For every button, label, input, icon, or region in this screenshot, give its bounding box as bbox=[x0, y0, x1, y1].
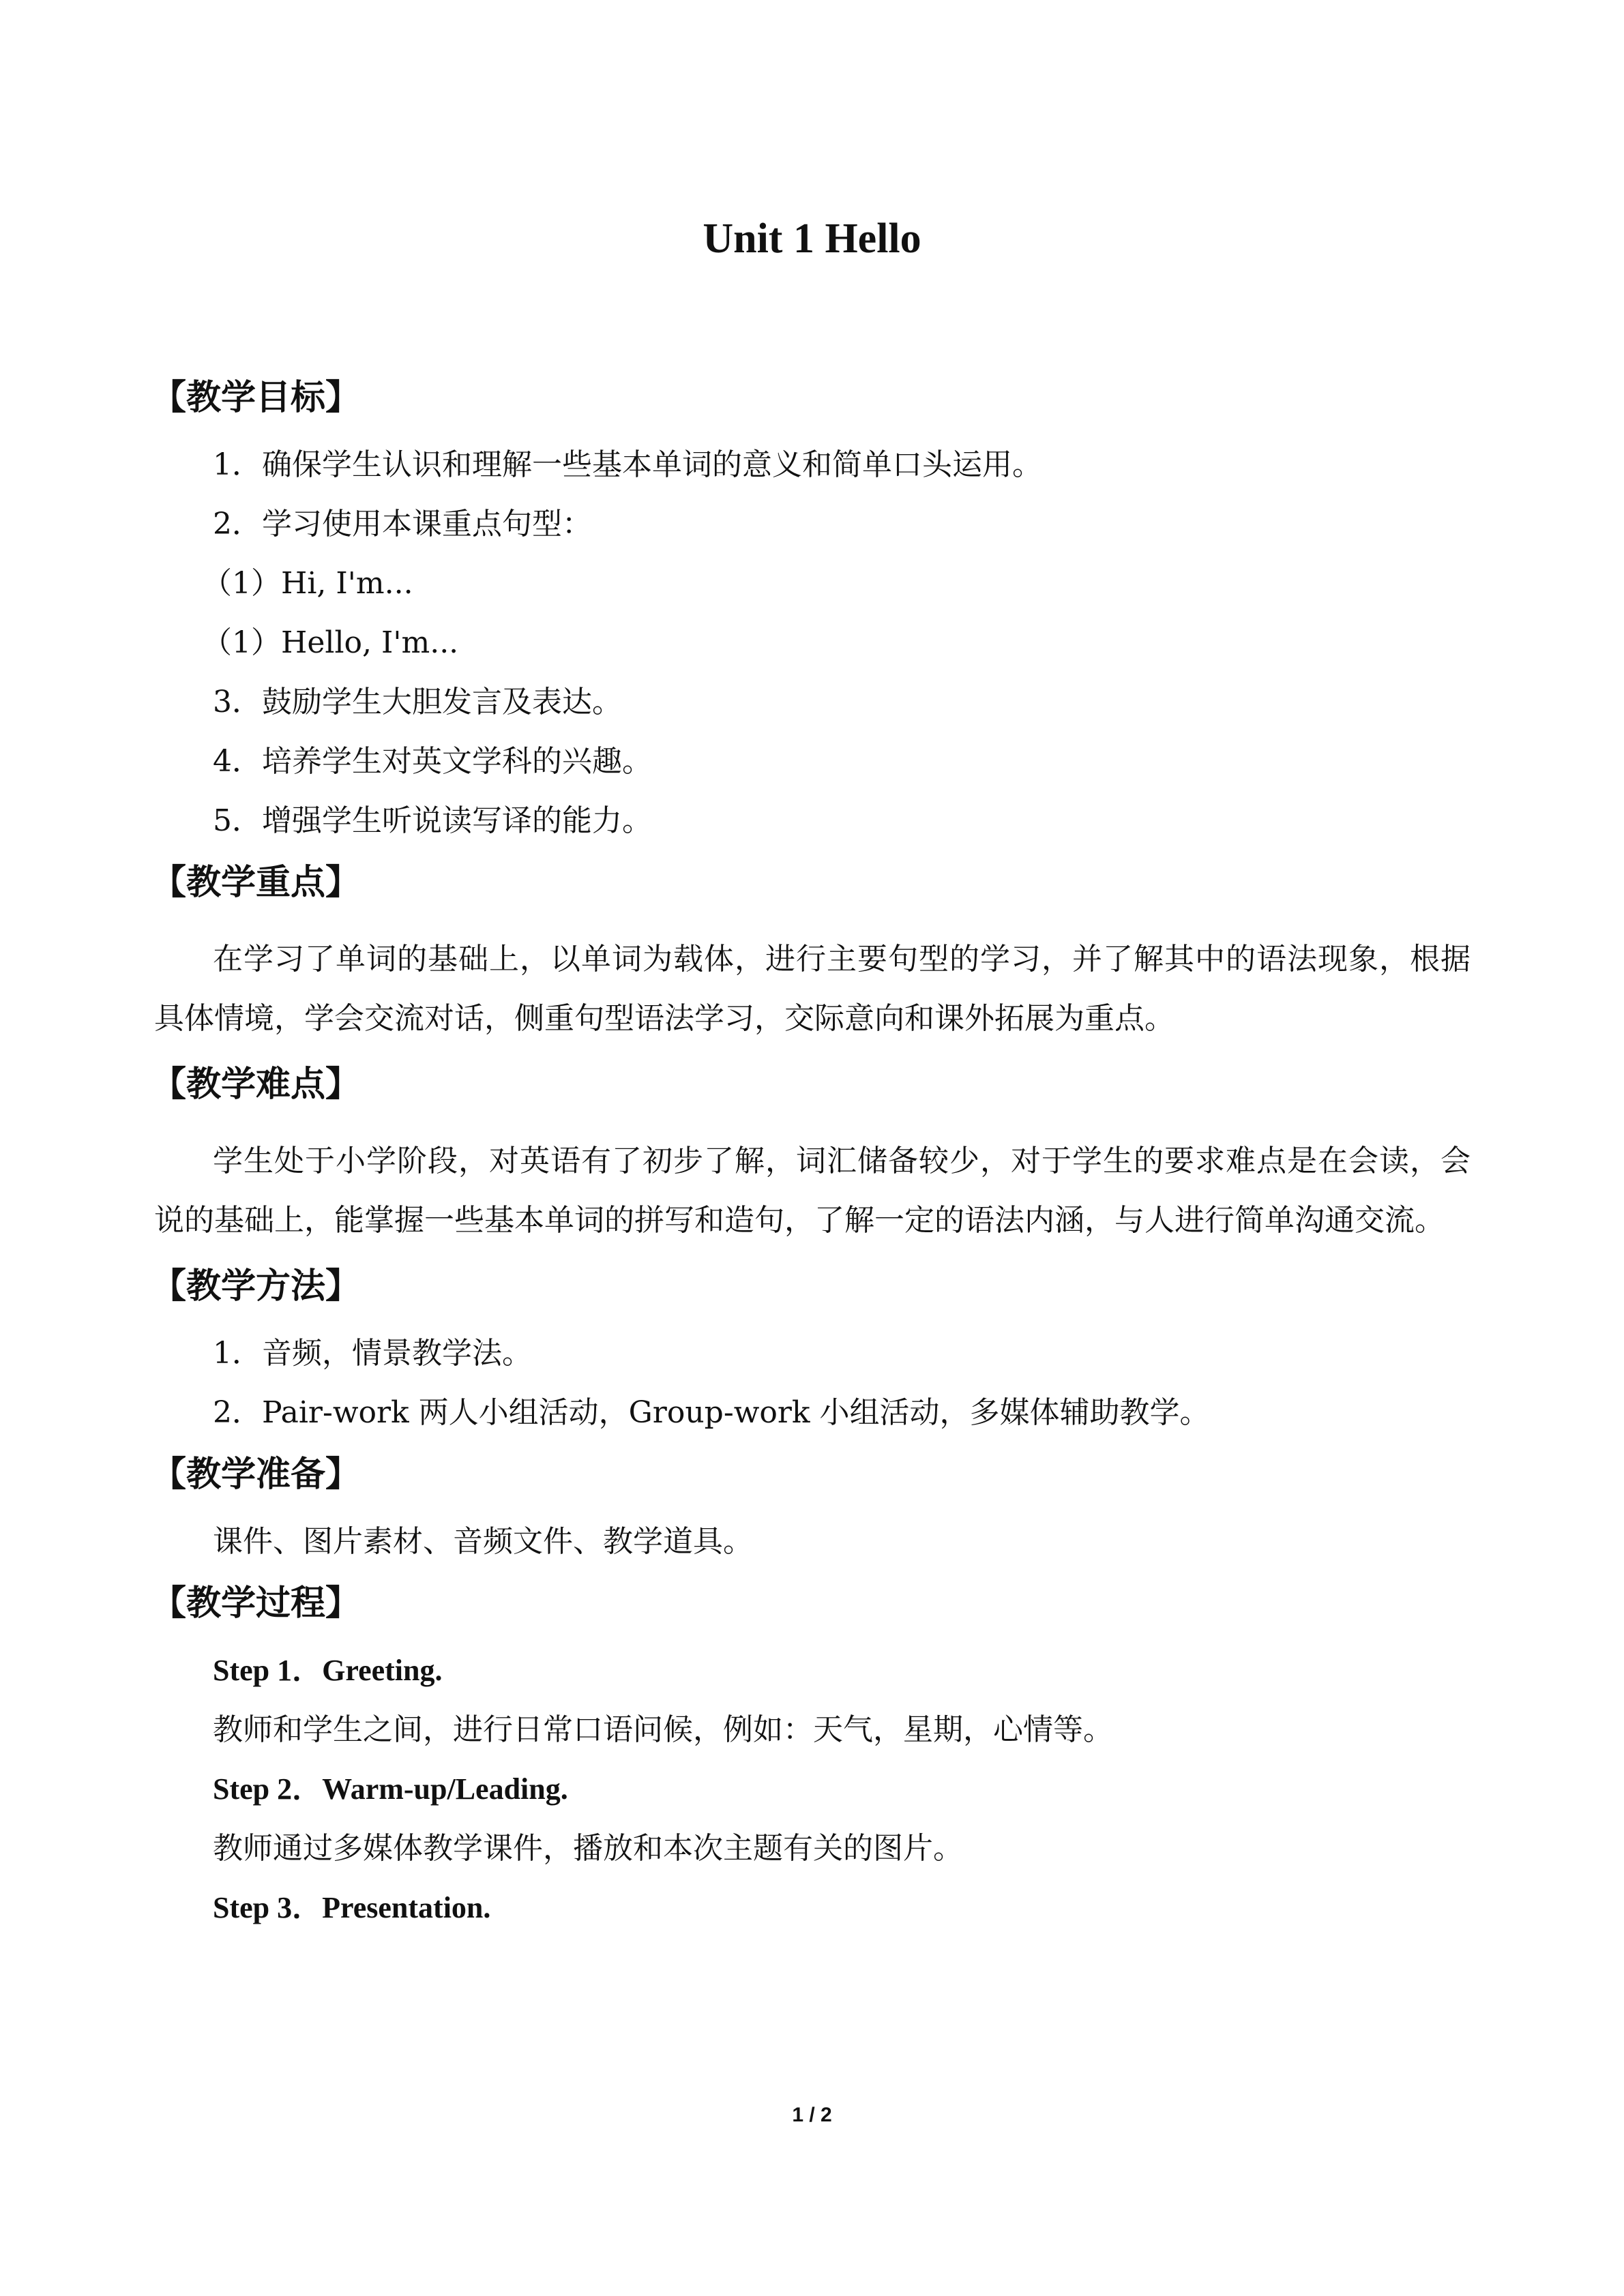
section-heading-difficulties: 【教学难点】 bbox=[151, 1064, 361, 1105]
objective-item: 2．学习使用本课重点句型： bbox=[213, 507, 592, 541]
step-text: 教师通过多媒体教学课件，播放和本次主题有关的图片。 bbox=[213, 1831, 963, 1866]
key-points-paragraph: 在学习了单词的基础上，以单词为载体，进行主要句型的学习，并了解其中的语法现象，根据具体情境，学会交流对话，侧重句型语法学习，交际意向和课外拓展为重点。 bbox=[154, 942, 1471, 1036]
method-item: 1．音频，情景教学法。 bbox=[213, 1336, 532, 1371]
document-title: Unit 1 Hello bbox=[703, 215, 921, 262]
page-number: 1 / 2 bbox=[792, 2104, 832, 2126]
section-heading-key-points: 【教学重点】 bbox=[151, 863, 361, 903]
objective-item: 1．确保学生认识和理解一些基本单词的意义和简单口头运用。 bbox=[213, 447, 1042, 482]
section-heading-preparation: 【教学准备】 bbox=[151, 1455, 361, 1495]
step-title: Step 1．Greeting. bbox=[213, 1654, 443, 1687]
method-item: 2．Pair-work 两人小组活动，Group-work 小组活动，多媒体辅助教学。 bbox=[213, 1395, 1210, 1430]
section-heading-methods: 【教学方法】 bbox=[151, 1266, 361, 1307]
step-title: Step 3．Presentation. bbox=[213, 1891, 491, 1924]
step-text: 教师和学生之间，进行日常口语问候，例如：天气，星期，心情等。 bbox=[213, 1712, 1113, 1747]
objective-sub-item: （1）Hello, I'm... bbox=[202, 625, 459, 660]
document-body bbox=[151, 375, 1471, 1947]
section-heading-process: 【教学过程】 bbox=[151, 1583, 361, 1624]
section-heading-objectives: 【教学目标】 bbox=[151, 378, 361, 418]
objective-item: 3．鼓励学生大胆发言及表达。 bbox=[213, 685, 622, 719]
objective-item: 4．培养学生对英文学科的兴趣。 bbox=[213, 744, 652, 779]
objective-item: 5．增强学生听说读写译的能力。 bbox=[213, 803, 652, 838]
objective-sub-item: （1）Hi, I'm... bbox=[202, 566, 413, 601]
step-title: Step 2．Warm-up/Leading. bbox=[213, 1772, 568, 1806]
difficulties-paragraph: 学生处于小学阶段，对英语有了初步了解，词汇储备较少，对于学生的要求难点是在会读，会说的基础上，能掌握一些基本单词的拼写和造句，了解一定的语法内涵，与人进行简单沟通交流。 bbox=[154, 1144, 1471, 1238]
preparation-text: 课件、图片素材、音频文件、教学道具。 bbox=[213, 1524, 753, 1559]
